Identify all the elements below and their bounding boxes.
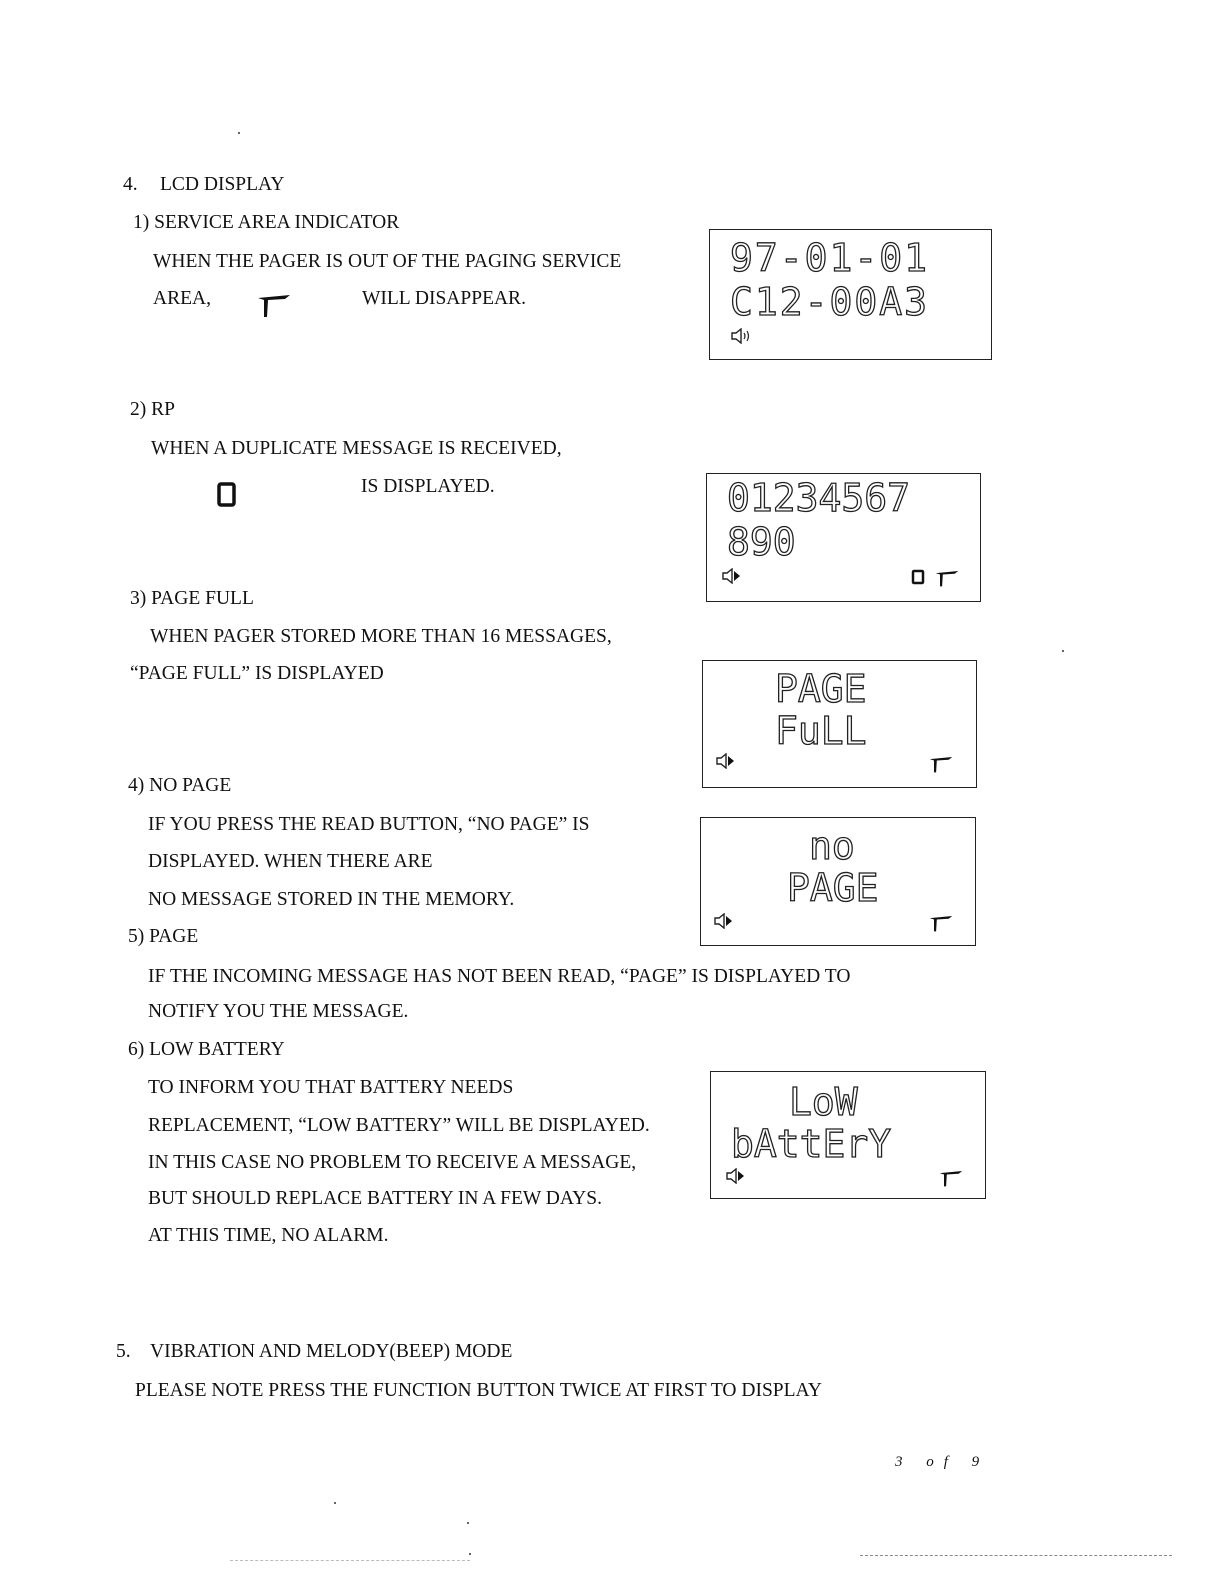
heading-page-full: 3) PAGE FULL	[130, 588, 254, 609]
antenna-icon	[933, 567, 961, 589]
section-number: 5.	[116, 1341, 131, 1362]
scan-speck	[469, 1553, 471, 1555]
vibration-text-1: PLEASE NOTE PRESS THE FUNCTION BUTTON TWICE AT FIRST TO DISPLAY	[135, 1380, 822, 1401]
page-full-text-1: WHEN PAGER STORED MORE THAN 16 MESSAGES,	[150, 626, 612, 647]
lcd-row-1: 97-01-01	[730, 236, 930, 280]
heading-low-battery: 6) LOW BATTERY	[128, 1039, 285, 1060]
page-full-text-2: “PAGE FULL” IS DISPLAYED	[130, 663, 384, 684]
lcd-row-2: 890	[727, 520, 796, 564]
scan-edge-line	[230, 1560, 470, 1562]
section-title-vibration: VIBRATION AND MELODY(BEEP) MODE	[150, 1341, 513, 1362]
heading-rp: 2) RP	[130, 399, 175, 420]
section-title-lcd-display: LCD DISPLAY	[160, 174, 285, 195]
speaker-icon	[725, 1168, 747, 1184]
speaker-icon	[721, 568, 743, 584]
scan-speck	[1062, 650, 1064, 652]
rp-text-1: WHEN A DUPLICATE MESSAGE IS RECEIVED,	[151, 438, 562, 459]
no-page-text-2: DISPLAYED. WHEN THERE ARE	[148, 851, 433, 872]
lcd-screen-no-page	[700, 817, 976, 946]
low-battery-text-3: IN THIS CASE NO PROBLEM TO RECEIVE A MESSAGE,	[148, 1152, 637, 1173]
scan-speck	[334, 1502, 336, 1504]
page-text-2: NOTIFY YOU THE MESSAGE.	[148, 1001, 409, 1022]
low-battery-text-1: TO INFORM YOU THAT BATTERY NEEDS	[148, 1077, 514, 1098]
lcd-screen-digits	[706, 473, 981, 602]
lcd-row-2: PAGE	[787, 866, 879, 910]
no-page-text-1: IF YOU PRESS THE READ BUTTON, “NO PAGE” IS	[148, 814, 590, 835]
antenna-icon	[927, 753, 955, 775]
antenna-icon	[937, 1167, 965, 1189]
heading-service-area: 1) SERVICE AREA INDICATOR	[133, 212, 400, 233]
speaker-icon	[715, 753, 737, 769]
speaker-icon	[730, 328, 752, 344]
lcd-row-2: C12-00A3	[730, 280, 930, 324]
lcd-row-1: LoW	[789, 1080, 858, 1124]
section-number: 4.	[123, 174, 138, 195]
antenna-icon	[254, 290, 294, 320]
antenna-icon	[927, 912, 955, 934]
page-text-1: IF THE INCOMING MESSAGE HAS NOT BEEN READ, “PAGE” IS DISPLAYED TO	[148, 966, 851, 987]
low-battery-text-5: AT THIS TIME, NO ALARM.	[148, 1225, 389, 1246]
scan-speck	[467, 1522, 469, 1524]
heading-no-page: 4) NO PAGE	[128, 775, 232, 796]
service-area-text-1: WHEN THE PAGER IS OUT OF THE PAGING SERVICE	[153, 251, 622, 272]
lcd-screen-page-full	[702, 660, 977, 788]
duplicate-message-icon	[911, 569, 927, 585]
no-page-text-3: NO MESSAGE STORED IN THE MEMORY.	[148, 889, 515, 910]
speaker-icon	[713, 913, 735, 929]
low-battery-text-4: BUT SHOULD REPLACE BATTERY IN A FEW DAYS.	[148, 1188, 602, 1209]
lcd-row-2: bAttErY	[731, 1122, 892, 1166]
lcd-row-2: FuLL	[775, 709, 867, 753]
scan-edge-line	[860, 1555, 1172, 1557]
lcd-row-1: 01234567	[727, 476, 911, 520]
lcd-screen-time-date	[709, 229, 992, 360]
page-number: 3 of 9	[895, 1454, 990, 1470]
lcd-row-1: no	[809, 824, 855, 868]
service-area-text-2b: WILL DISAPPEAR.	[362, 288, 526, 309]
service-area-text-2a: AREA,	[153, 288, 211, 309]
low-battery-text-2: REPLACEMENT, “LOW BATTERY” WILL BE DISPLAYED.	[148, 1115, 650, 1136]
heading-page: 5) PAGE	[128, 926, 199, 947]
scan-speck	[238, 132, 240, 134]
rp-text-2: IS DISPLAYED.	[361, 476, 495, 497]
duplicate-message-icon	[216, 480, 240, 508]
lcd-screen-low-battery	[710, 1071, 986, 1199]
lcd-row-1: PAGE	[775, 667, 867, 711]
